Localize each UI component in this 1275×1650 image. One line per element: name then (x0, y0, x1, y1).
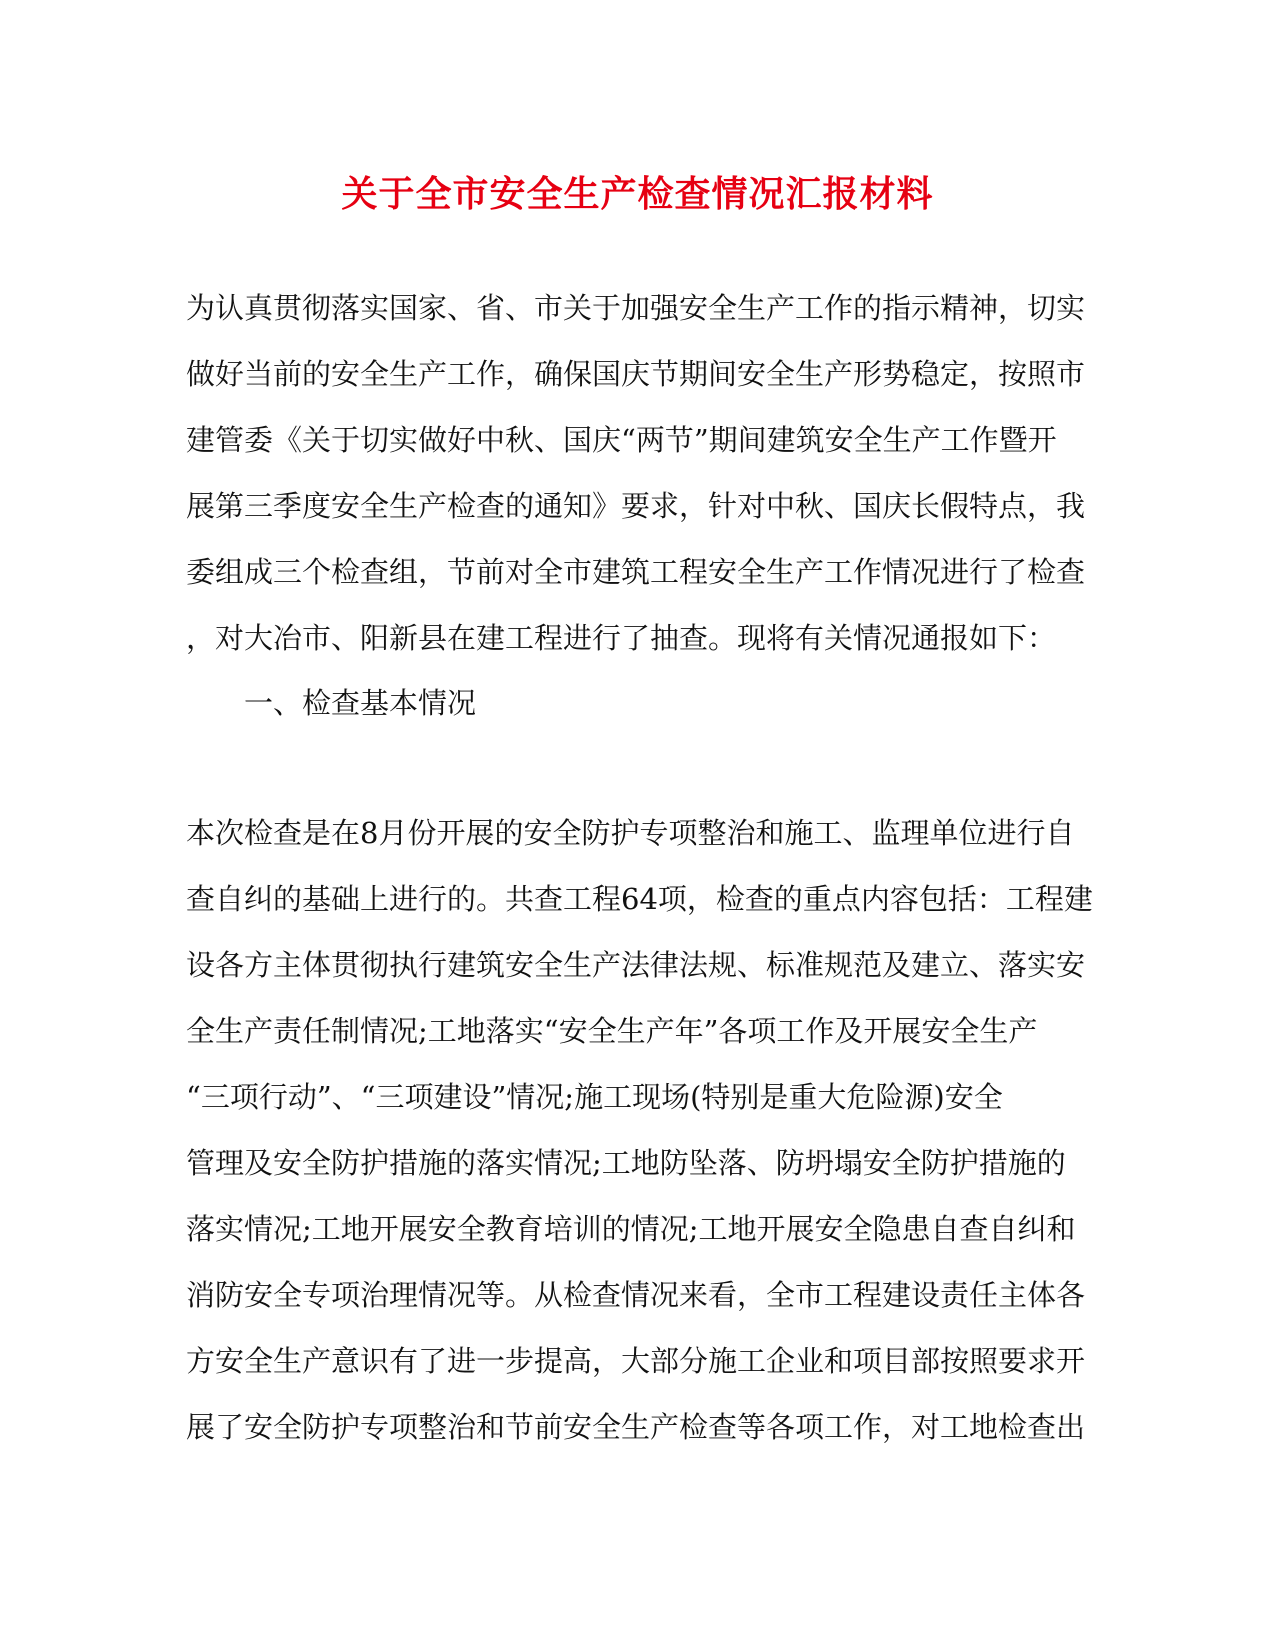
paragraph-line: 做好当前的安全生产工作，确保国庆节期间安全生产形势稳定，按照市 (186, 357, 1086, 391)
paragraph-line: 设各方主体贯彻执行建筑安全生产法律法规、标准规范及建立、落实安 (186, 948, 1086, 982)
paragraph-line: 方安全生产意识有了进一步提高，大部分施工企业和项目部按照要求开 (186, 1344, 1086, 1378)
paragraph-line: 查自纠的基础上进行的。共查工程64项，检查的重点内容包括：工程建 (186, 882, 1093, 916)
section-heading: 一、检查基本情况 (244, 686, 477, 720)
paragraph-line: 委组成三个检查组，节前对全市建筑工程安全生产工作情况进行了检查 (186, 555, 1086, 589)
paragraph-line: 建管委《关于切实做好中秋、国庆“两节”期间建筑安全生产工作暨开 (186, 423, 1057, 457)
paragraph-line: 管理及安全防护措施的落实情况;工地防坠落、防坍塌安全防护措施的 (186, 1146, 1066, 1180)
paragraph-line: 全生产责任制情况;工地落实“安全生产年”各项工作及开展安全生产 (186, 1014, 1038, 1048)
body-paragraph (186, 800, 1092, 1460)
paragraph-line: 展第三季度安全生产检查的通知》要求，针对中秋、国庆长假特点，我 (186, 489, 1086, 523)
paragraph-line: 为认真贯彻落实国家、省、市关于加强安全生产工作的指示精神，切实 (186, 291, 1086, 325)
paragraph-line: 展了安全防护专项整治和节前安全生产检查等各项工作，对工地检查出 (186, 1410, 1086, 1444)
document-title: 关于全市安全生产检查情况汇报材料 (341, 173, 934, 215)
paragraph-line: 落实情况;工地开展安全教育培训的情况;工地开展安全隐患自查自纠和 (186, 1212, 1076, 1246)
paragraph-line: 本次检查是在8月份开展的安全防护专项整治和施工、监理单位进行自 (186, 816, 1075, 850)
paragraph-line: ，对大冶市、阳新县在建工程进行了抽查。现将有关情况通报如下： (186, 621, 1057, 655)
paragraph-line: 消防安全专项治理情况等。从检查情况来看，全市工程建设责任主体各 (186, 1278, 1086, 1312)
intro-paragraph (186, 275, 1092, 671)
paragraph-line: “三项行动”、“三项建设”情况;施工现场(特别是重大危险源)安全 (186, 1080, 1003, 1114)
